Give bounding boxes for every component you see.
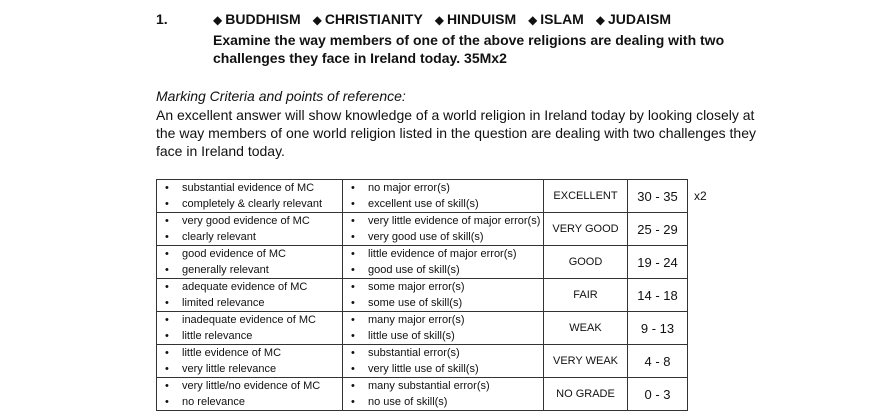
list-item: • generally relevant xyxy=(157,262,342,278)
evidence-cell xyxy=(157,180,343,213)
diamond-bullet-icon: ◆ xyxy=(434,13,444,27)
criteria-list xyxy=(157,279,342,311)
list-item: • many substantial error(s) xyxy=(343,378,543,394)
empty-cell xyxy=(688,246,725,279)
marks-cell: 25 - 29 xyxy=(628,213,688,246)
religion-list xyxy=(213,11,679,27)
marks-cell: 14 - 18 xyxy=(628,279,688,312)
list-item: • no use of skill(s) xyxy=(343,394,543,410)
multiplier-label: x2 xyxy=(694,189,707,203)
religion-label: HINDUISM xyxy=(446,11,517,27)
religion-item xyxy=(528,11,584,27)
list-item: • little evidence of MC xyxy=(157,345,342,361)
evidence-cell xyxy=(157,345,343,378)
grade-cell: WEAK xyxy=(544,312,628,345)
list-item: • little evidence of major error(s) xyxy=(343,246,543,262)
table-row xyxy=(157,312,725,345)
evidence-cell xyxy=(157,279,343,312)
list-item: • clearly relevant xyxy=(157,229,342,245)
criteria-list xyxy=(343,246,543,278)
marking-table-body xyxy=(157,180,725,411)
table-row xyxy=(157,180,725,213)
question-number: 1. xyxy=(156,11,168,27)
religion-label: CHRISTIANITY xyxy=(324,11,423,27)
marks-cell: 4 - 8 xyxy=(628,345,688,378)
list-item: • some use of skill(s) xyxy=(343,295,543,311)
skill-cell xyxy=(343,213,544,246)
religion-label: ISLAM xyxy=(540,11,584,27)
list-item: • completely & clearly relevant xyxy=(157,196,342,212)
religion-item xyxy=(435,11,516,27)
criteria-list xyxy=(157,345,342,377)
list-item: • many major error(s) xyxy=(343,312,543,328)
list-item: • substantial error(s) xyxy=(343,345,543,361)
criteria-list xyxy=(343,213,543,245)
list-item: • good evidence of MC xyxy=(157,246,342,262)
grade-cell: VERY GOOD xyxy=(544,213,628,246)
list-item: • very good evidence of MC xyxy=(157,213,342,229)
grade-cell: EXCELLENT xyxy=(544,180,628,213)
criteria-list xyxy=(343,378,543,410)
list-item: • adequate evidence of MC xyxy=(157,279,342,295)
marks-cell: 19 - 24 xyxy=(628,246,688,279)
criteria-list xyxy=(157,213,342,245)
religion-label: JUDAISM xyxy=(607,11,671,27)
criteria-body: An excellent answer will show knowledge of a world religion in Ireland today by looking closely at the way members of one world religion listed in the question are dealing with two challenges they face in Ireland today. xyxy=(156,107,757,159)
evidence-cell xyxy=(157,246,343,279)
religion-item xyxy=(313,11,423,27)
list-item: • very good use of skill(s) xyxy=(343,229,543,245)
list-item: • very little/no evidence of MC xyxy=(157,378,342,394)
list-item: • very little evidence of major error(s) xyxy=(343,213,543,229)
evidence-cell xyxy=(157,312,343,345)
grade-cell: NO GRADE xyxy=(544,378,628,411)
list-item: • no major error(s) xyxy=(343,180,543,196)
table-row xyxy=(157,246,725,279)
list-item: • little relevance xyxy=(157,328,342,344)
diamond-bullet-icon: ◆ xyxy=(213,13,223,27)
empty-cell xyxy=(688,279,725,312)
empty-cell xyxy=(688,345,725,378)
skill-cell xyxy=(343,279,544,312)
marks-cell: 9 - 13 xyxy=(628,312,688,345)
religion-label: BUDDHISM xyxy=(225,11,301,27)
grade-cell: VERY WEAK xyxy=(544,345,628,378)
question-text: Examine the way members of one of the above religions are dealing with two challenges they face in Ireland today. 35Mx2 xyxy=(213,32,725,66)
criteria-list xyxy=(157,312,342,344)
criteria-list xyxy=(157,378,342,410)
criteria-list xyxy=(157,246,342,278)
list-item: • very little use of skill(s) xyxy=(343,361,543,377)
list-item: • substantial evidence of MC xyxy=(157,180,342,196)
diamond-bullet-icon: ◆ xyxy=(312,13,322,27)
table-row xyxy=(157,213,725,246)
diamond-bullet-icon: ◆ xyxy=(528,13,538,27)
list-item: • very little relevance xyxy=(157,361,342,377)
skill-cell xyxy=(343,345,544,378)
criteria-list xyxy=(343,312,543,344)
marks-cell: 30 - 35 xyxy=(628,180,688,213)
table-row xyxy=(157,279,725,312)
skill-cell xyxy=(343,378,544,411)
evidence-cell xyxy=(157,213,343,246)
list-item: • some major error(s) xyxy=(343,279,543,295)
criteria-list xyxy=(157,180,342,212)
religion-item xyxy=(596,11,671,27)
list-item: • little use of skill(s) xyxy=(343,328,543,344)
criteria-list xyxy=(343,180,543,212)
skill-cell xyxy=(343,246,544,279)
criteria-list xyxy=(343,279,543,311)
empty-cell xyxy=(688,378,725,411)
skill-cell xyxy=(343,180,544,213)
marks-cell: 0 - 3 xyxy=(628,378,688,411)
list-item: • excellent use of skill(s) xyxy=(343,196,543,212)
table-row xyxy=(157,378,725,411)
grade-cell: GOOD xyxy=(544,246,628,279)
grade-cell: FAIR xyxy=(544,279,628,312)
list-item: • good use of skill(s) xyxy=(343,262,543,278)
table-row xyxy=(157,345,725,378)
religion-item xyxy=(213,11,301,27)
list-item: • inadequate evidence of MC xyxy=(157,312,342,328)
skill-cell xyxy=(343,312,544,345)
criteria-list xyxy=(343,345,543,377)
evidence-cell xyxy=(157,378,343,411)
marking-table xyxy=(156,179,725,411)
diamond-bullet-icon: ◆ xyxy=(595,13,605,27)
criteria-title: Marking Criteria and points of reference: xyxy=(156,88,406,104)
empty-cell xyxy=(688,213,725,246)
empty-cell xyxy=(688,312,725,345)
list-item: • limited relevance xyxy=(157,295,342,311)
list-item: • no relevance xyxy=(157,394,342,410)
